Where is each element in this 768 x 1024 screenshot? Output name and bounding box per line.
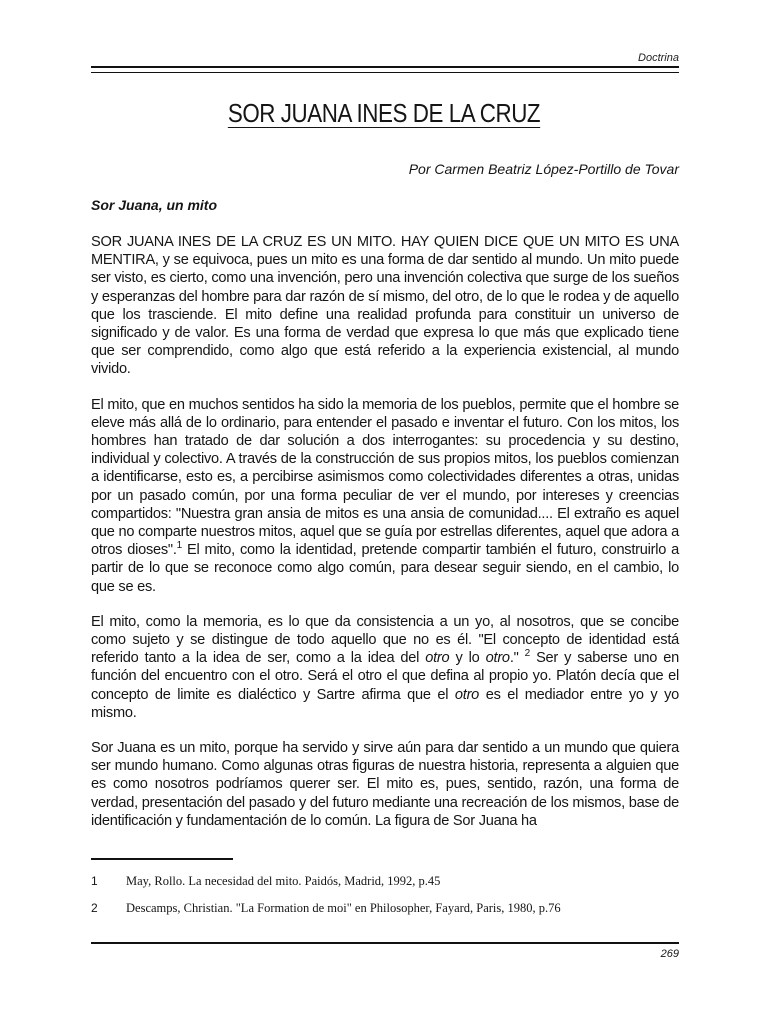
page-number: 269 (660, 948, 679, 960)
section-label: Doctrina (638, 52, 679, 64)
footer-rule (91, 942, 679, 944)
section-subheading: Sor Juana, un mito (91, 197, 218, 213)
footnotes (91, 874, 679, 928)
author-byline: Por Carmen Beatriz López-Portillo de Tovar (408, 161, 679, 177)
footnote-ref-2: 2 (524, 648, 530, 660)
footnote-number: 1 (91, 874, 98, 888)
footnote-number: 2 (91, 901, 98, 915)
article-body (91, 233, 679, 847)
paragraph-2-text-b: El mito, como la identidad, pretende compartir también el futuro, construirlo a partir de lo que se reconoce como algo común, para desear seguir siendo, en el cambio, lo que se es. (91, 542, 680, 595)
footnote-1 (91, 874, 679, 889)
footnote-text: May, Rollo. La necesidad del mito. Paidós, Madrid, 1992, p.45 (126, 874, 441, 888)
footnote-2 (91, 901, 679, 916)
paragraph-3-text-b: y lo (449, 650, 486, 667)
paragraph-2-text-a: El mito, que en muchos sentidos ha sido la memoria de los pueblos, permite que el hombre se eleve más allá de lo ordinario, para entender el pasado e inventar el futuro. Con los mitos, los hombres han tratado de dar solución a dos interrogantes: su procedencia y su destino, individual y colectivo. A través de la construcción de sus propios mitos, los pueblos comienzan a identificarse, esto es, a percibirse asimismos como colectividades diferentes a otras, unidas por un pasado común, por una forma peculiar de ver el mundo, por intereses y creencias compartidos: "Nuestra gran ansia de mitos es una ansia de comunidad.... El extraño es aquel que no comparte nuestros mitos, aquel que se guía por estrellas diferentes, aquel que adora a otros dioses". (91, 396, 679, 559)
paragraph-3-text-c: ." (509, 650, 525, 667)
footnote-text: Descamps, Christian. "La Formation de moi" en Philosopher, Fayard, Paris, 1980, p.76 (126, 901, 561, 915)
paragraph-4: Sor Juana es un mito, porque ha servido y sirve aún para dar sentido a un mundo que quiera ser mundo humano. Como algunas otras figuras de nuestra historia, representa a alguien que es como nosotros podríamos querer ser. El mito es, pues, sentido, razón, una forma de verdad, presentación del pasado y del futuro mediante una recreación de los mismos, base de identificación y fundamentación de lo común. La figura de Sor Juana ha (91, 740, 679, 829)
paragraph-3 (91, 613, 679, 722)
paragraph-3-text-a: El mito, como la memoria, es lo que da consistencia a un yo, al nosotros, que se concibe como sujeto y se distingue de todo aquello que no es él. "El concepto de identidad está referido tanto a la idea de ser, como a la idea del (91, 613, 679, 667)
paragraph-2 (91, 396, 679, 596)
emphasis-otro-3: otro (454, 686, 480, 703)
footnote-ref-1: 1 (176, 540, 182, 552)
emphasis-otro-1: otro (425, 650, 450, 667)
paragraph-1: SOR JUANA INES DE LA CRUZ ES UN MITO. HAY QUIEN DICE QUE UN MITO ES UNA MENTIRA, y se equivoca, pues un mito es una forma de dar sentido al mundo. Un mito puede ser visto, es cierto, como una invención, pero una invención colectiva que surge de los sueños y esperanzas del hombre para dar razón de sí mismo, del otro, de lo que le rodea y de aquello que los trasciende. El mito define una realidad profunda para constituir un universo de significado y de valor. Es una forma de verdad que expresa lo que más que explicado tiene que ser comprendido, como algo que está referido a la experiencia existencial, al mundo vivido. (91, 234, 679, 378)
header-double-rule (91, 66, 679, 73)
footnote-separator (91, 858, 233, 860)
emphasis-otro-2: otro (485, 650, 510, 667)
paragraph-3-text-e: es el mediador entre yo y yo mismo. (91, 686, 679, 721)
article-title (54, 98, 714, 129)
paragraph-3-text-d: Ser y saberse uno en función del encuentro con el otro. Será el otro el que defina al propio yo. Platón decía que el concepto de limite es dialéctico y Sartre afirma que el (91, 650, 680, 703)
article-title-text: SOR JUANA INES DE LA CRUZ (227, 98, 541, 128)
